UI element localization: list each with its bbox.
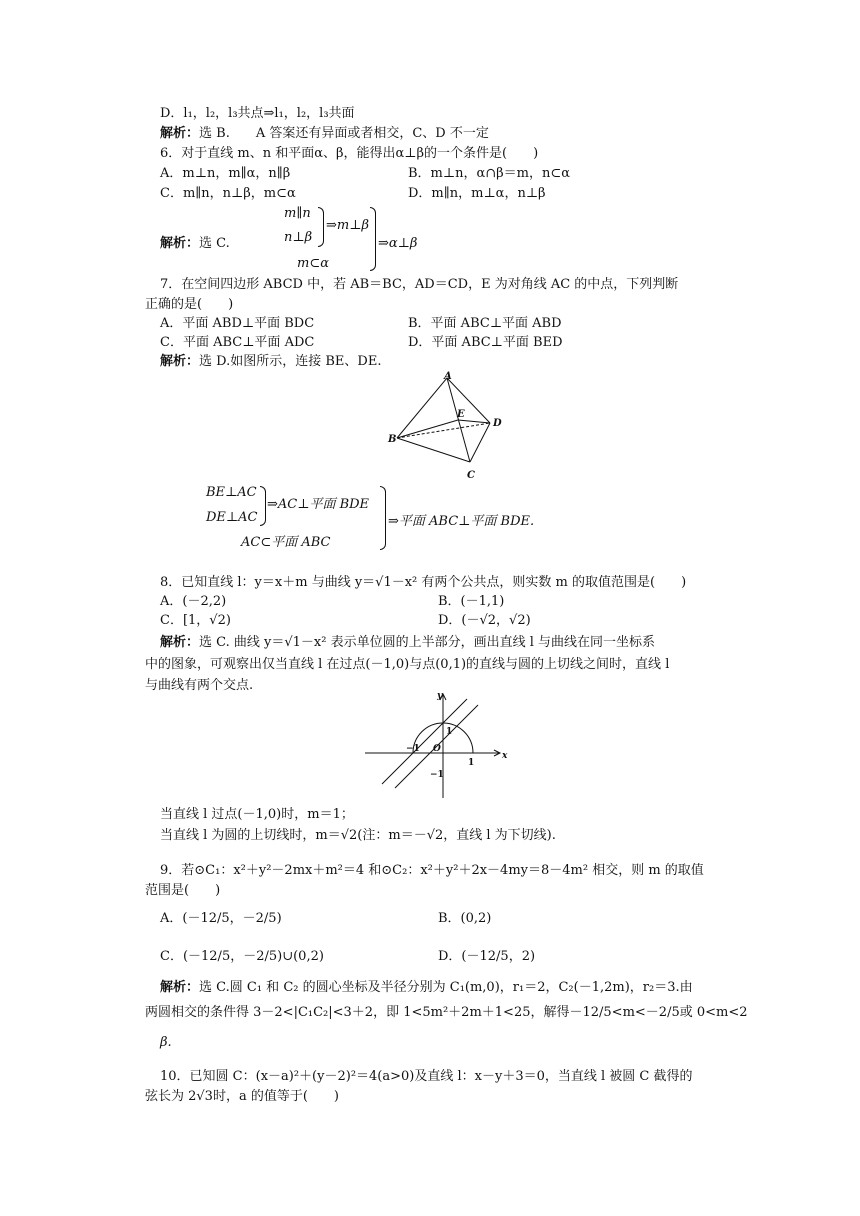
tick-y-1: 1 [446, 727, 453, 737]
edge-ab [397, 378, 447, 438]
edge-dc [470, 423, 490, 462]
edge-bc [397, 438, 470, 462]
label-a: A [444, 371, 452, 382]
q7-analysis [160, 353, 381, 371]
q7-stem-line-1: 7．在空间四边形 ABCD 中，若 AB＝BC，AD＝CD，E 为对角线 AC 的中点，下列判断 [160, 277, 679, 292]
segment-be [397, 420, 458, 438]
q9-stem-line-2: 范围是( ) [145, 883, 221, 898]
label-d: D [493, 418, 502, 429]
q6-reason-2: n⊥β [284, 230, 313, 245]
analysis-text: 选 C.圆 C₁ 和 C₂ 的圆心坐标及半径分别为 C₁(m,0)，r₁＝2，C₂(－1,2m)，r₂＝3.由 [199, 980, 693, 995]
q10-stem-line-1: 10．已知圆 C：(x－a)²＋(y－2)²＝4(a>0)及直线 l：x－y＋3＝0，当直线 l 被圆 C 截得的 [160, 1069, 693, 1084]
q9-option-c: C．(－12/5，－2/5)∪(0,2) [160, 949, 324, 964]
q9-stem-line-1: 9．若⊙C₁：x²＋y²－2mx＋m²＝4 和⊙C₂：x²＋y²＋2x－4my＝8－4m² 相交，则 m 的取值 [160, 863, 704, 878]
q8-option-d: D．(－√2，√2) [438, 613, 531, 628]
segment-de [458, 420, 490, 423]
analysis-text: 选 B. A 答案还有异面或者相交，C、D 不一定 [199, 126, 489, 141]
q5-option-d: D．l₁，l₂，l₃共点⇒l₁，l₂，l₃共面 [160, 106, 355, 121]
q6-reason-3: m⊂α [297, 256, 329, 271]
q8-analysis-line-1 [160, 634, 655, 652]
label-e: E [457, 409, 465, 420]
q9-analysis-line-1 [160, 979, 693, 997]
q8-note-2: 当直线 l 为圆的上切线时，m＝√2(注：m＝－√2，直线 l 为下切线). [160, 828, 556, 843]
tick-x-neg1: −1 [406, 744, 420, 754]
q6-option-b: B．m⊥n，α∩β＝m，n⊂α [408, 166, 571, 181]
q6-analysis [160, 235, 230, 253]
tetrahedron-figure [385, 370, 505, 485]
q7-reason-2: DE⊥AC [206, 510, 258, 525]
q6-stem: 6．对于直线 m、n 和平面α、β，能得出α⊥β的一个条件是( ) [160, 146, 539, 161]
q7-option-d: D．平面 ABC⊥平面 BED [408, 335, 563, 350]
q7-brace-outer [380, 486, 386, 550]
q6-option-d: D．m∥n，m⊥α，n⊥β [408, 186, 546, 201]
q8-stem: 8．已知直线 l：y＝x＋m 与曲线 y＝√1－x² 有两个公共点，则实数 m 的取值范围是( ) [160, 575, 687, 590]
q9-option-d: D．(－12/5，2) [438, 949, 536, 964]
q8-analysis-line-3: 与曲线有两个交点. [145, 678, 254, 693]
axis-label-x: x [502, 751, 508, 761]
line-through-points [382, 699, 467, 784]
q7-stem-line-2: 正确的是( ) [145, 297, 234, 312]
q7-option-a: A．平面 ABD⊥平面 BDC [160, 316, 315, 331]
analysis-label: 解析： [160, 980, 200, 995]
q5-analysis [160, 125, 489, 143]
q6-implication-2: ⇒α⊥β [378, 236, 418, 251]
q9-analysis-line-3: β. [160, 1035, 172, 1050]
q7-reason-3: AC⊂平面 ABC [241, 535, 331, 550]
q7-brace-inner [260, 486, 266, 526]
q8-note-1: 当直线 l 过点(－1,0)时，m＝1； [160, 807, 354, 822]
analysis-label: 解析： [160, 126, 200, 141]
q7-implication-1: ⇒AC⊥平面 BDE [267, 497, 370, 512]
q9-option-a: A．(－12/5，－2/5) [160, 911, 282, 926]
label-b: B [388, 434, 397, 445]
analysis-label: 解析： [160, 236, 200, 251]
analysis-label: 解析： [160, 635, 200, 650]
q7-option-c: C．平面 ABC⊥平面 ADC [160, 335, 315, 350]
q7-option-b: B．平面 ABC⊥平面 ABD [408, 316, 562, 331]
label-c: C [467, 470, 475, 481]
tick-x-1: 1 [468, 758, 475, 768]
analysis-label: 解析： [160, 354, 200, 369]
unit-circle-figure [360, 688, 510, 800]
q7-implication-2: ⇒平面 ABC⊥平面 BDE. [388, 514, 535, 529]
q6-brace-outer [370, 207, 376, 271]
q6-implication-1: ⇒m⊥β [326, 218, 369, 233]
analysis-text: 选 C. [199, 236, 230, 251]
q8-option-c: C．[1，√2) [160, 613, 231, 628]
tick-y-neg1: −1 [430, 770, 444, 780]
q7-reason-1: BE⊥AC [206, 485, 257, 500]
q6-option-c: C．m∥n，n⊥β，m⊂α [160, 186, 296, 201]
q6-reason-1: m∥n [284, 206, 311, 221]
analysis-text: 选 D.如图所示，连接 BE、DE. [199, 354, 382, 369]
edge-bd [397, 423, 490, 438]
q8-option-b: B．(－1,1) [438, 594, 505, 609]
axis-label-y: y [437, 691, 443, 701]
q9-option-b: B．(0,2) [438, 911, 492, 926]
q6-brace-inner [318, 207, 324, 247]
q8-option-a: A．(－2,2) [160, 594, 227, 609]
q10-stem-line-2: 弦长为 2√3时，a 的值等于( ) [145, 1089, 339, 1104]
q6-option-a: A．m⊥n，m∥α，n∥β [160, 166, 291, 181]
q8-analysis-line-2: 中的图象，可观察出仅当直线 l 在过点(－1,0)与点(0,1)的直线与圆的上切线之间时，直线 l [145, 657, 670, 672]
q9-analysis-line-2: 两圆相交的条件得 3－2<|C₁C₂|<3＋2，即 1<5m²＋2m＋1<25，解得－12/5<m<－2/5或 0<m<2 [145, 1005, 748, 1020]
origin-label: O [433, 744, 441, 754]
analysis-text: 选 C. 曲线 y＝√1－x² 表示单位圆的上半部分，画出直线 l 与曲线在同一坐标系 [199, 635, 656, 650]
